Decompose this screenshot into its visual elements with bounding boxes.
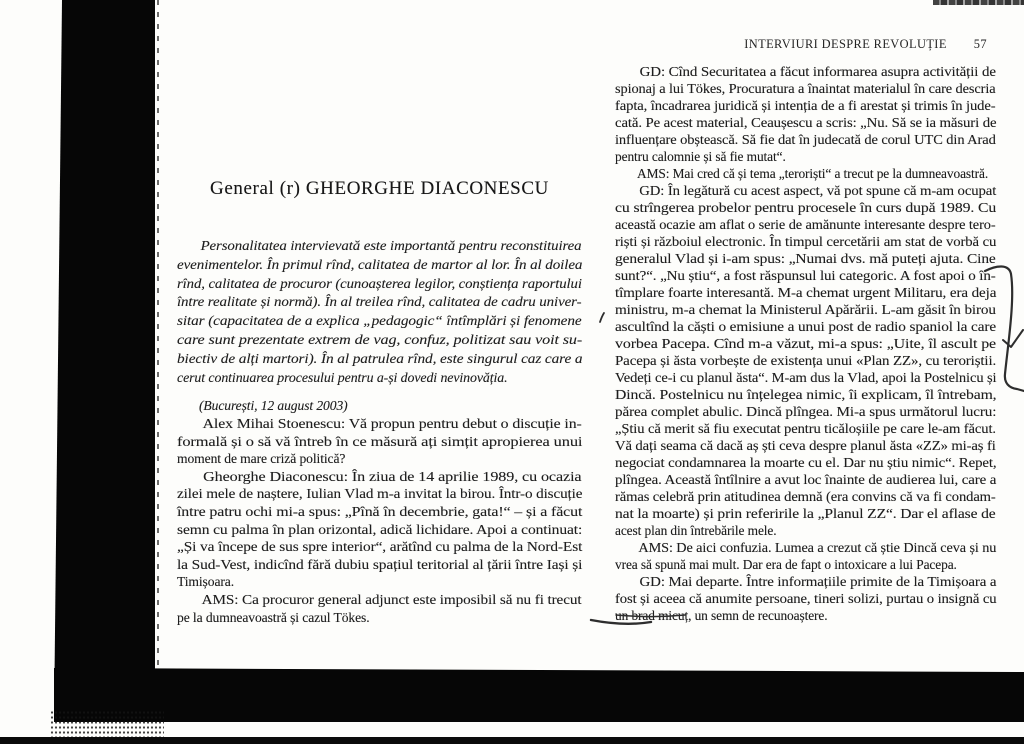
paragraph <box>177 237 582 387</box>
text-line: Vedeți ce-i cu planul ăsta“. M-am dus la Vlad, apoi la Postelnicu și <box>615 370 997 385</box>
text-line: între realitate și normă). În al treilea rînd, calitatea de cadru univer- <box>177 295 582 311</box>
text-line: biectiv de alți martori). În al patrulea rînd, este singurul caz care a <box>177 351 583 367</box>
right-column-text <box>615 63 996 624</box>
text-line: pentru calomnie și să fie mutat“. <box>615 149 786 164</box>
text-line: „Știu că merit să fiu executat pentru ticăloșiile pe care le-am făcut. <box>615 421 996 436</box>
text-line: Vă dați seama că dacă aș ști ceva despre planul ăsta «ZZ» mi-aș fi <box>615 438 996 453</box>
scan-bottom-edge-bar <box>0 737 1024 744</box>
text-line: Dincă. Postelnicu nu înțelegea nimic, îi explicam, îl întrebam, <box>615 387 997 402</box>
text-line: Pacepa și ăsta vorbește de existența unui «Plan ZZ», cu teroriștii. <box>615 353 997 368</box>
text-line: la Sud-Vest, indicînd fără dubiu spațiul teritorial al țării între Iași și <box>177 556 583 572</box>
text-line: spionaj a lui Tökes, Procuratura a înaintat materialul în care descria <box>615 81 996 96</box>
text-line: AMS: Mai cred că și tema „teroriști“ a trecut pe la dumneavoastră. <box>637 166 989 181</box>
scan-black-band-bottom <box>54 668 1024 722</box>
text-line: AMS: Ca procuror general adjunct este imposibil să nu fi trecut <box>201 591 582 607</box>
text-line: între patru ochi mi-a spus: „Pînă în decembrie, gata!“ – și a făcut <box>177 503 583 519</box>
paragraph <box>177 468 582 591</box>
text-line: GD: În legătură cu acest aspect, vă pot spune că m-am ocupat <box>639 183 997 198</box>
text-line: pe la dumneavoastră și cazul Tökes. <box>177 609 370 625</box>
text-line: „Și va începe de sus spre interior“, arătînd cu palma de la Nord-Est <box>177 539 583 555</box>
text-line: rînd, calitatea de procuror (cunoașterea legilor, conștiența raportului <box>177 276 582 292</box>
text-line: un brad micuț, un semn de recunoaștere. <box>615 608 828 623</box>
scan-noise-line <box>157 0 159 666</box>
text-line: ascultînd la căști o emisiune a unui post de radio spaniol la care <box>615 319 997 334</box>
margin-checkmark-annotation <box>1003 330 1023 347</box>
paragraph <box>615 539 996 573</box>
text-line: moment de mare criză politică? <box>177 451 346 467</box>
text-line: Timișoara. <box>177 574 235 590</box>
text-line: evenimentelor. În primul rînd, calitatea de martor al lor. În al doilea <box>177 257 583 273</box>
paragraph <box>177 397 582 415</box>
text-line: cată. Pe acest material, Ceaușescu a scris: „Nu. Să se ia măsuri de <box>615 115 997 130</box>
text-line: negociat condamnarea la moarte cu el. Dar nu știu nimic“. Repet, <box>615 455 997 470</box>
text-line: GD: Cînd Securitatea a făcut informarea asupra activității de <box>639 64 996 79</box>
text-line: cu strîngerea probelor pentru procesele în curs după 1989. Cu <box>615 200 997 215</box>
text-line: sitar (capacitatea de a explica „pedagogic“ întîmplări și fenomene <box>177 314 582 330</box>
paragraph <box>615 182 996 539</box>
text-line: care sunt prezentate extrem de vag, confuz, politizat sau voit su- <box>177 332 583 348</box>
paragraph <box>177 591 582 626</box>
text-line: plîngea. Această întîlnire a avut loc înainte de audierea lui, care a <box>615 472 997 487</box>
paragraph <box>177 415 582 468</box>
text-line: rămas celebră prin atitudinea demnă (era convins că va fi condam- <box>615 489 996 504</box>
left-column <box>177 172 582 626</box>
right-column <box>615 63 996 624</box>
text-line: zilei mele de naștere, Iulian Vlad m-a invitat la birou. Într-o discuție <box>177 486 583 502</box>
paragraph <box>615 573 996 624</box>
paragraph <box>615 63 996 165</box>
text-line: formală și o să vă întreb în ce măsură ați simțit apropierea unui <box>177 433 583 449</box>
text-line: generalul Vlad și i-am spus: „Numai dvs. mă puteți ajuta. Cine <box>615 251 996 266</box>
scan-black-band-left <box>54 0 155 722</box>
text-line: Gheorghe Diaconescu: În ziua de 14 aprilie 1989, cu ocazia <box>203 468 582 484</box>
text-line: Personalitatea intervievată este importantă pentru reconstituirea <box>200 239 582 254</box>
text-line: tîmplare foarte interesantă. M-a chemat urgent Militaru, era deja <box>615 285 997 300</box>
page-number: 57 <box>973 37 987 51</box>
text-line: nat la moarte) și prin referirile la „Planul ZZ“. Dar el aflase de <box>615 506 996 521</box>
caret-mark-annotation <box>600 313 604 322</box>
running-header <box>615 37 987 52</box>
text-line: sunt?“. „Nu știu“, a fost răspunsul lui categoric. A fost apoi o în- <box>615 268 996 283</box>
text-line: vrea să spună mai mult. Dar era de fapt o intoxicare a lui Pacepa. <box>615 557 957 572</box>
text-line: AMS: De aici confuzia. Lumea a crezut că știe Dincă ceva și nu <box>638 540 997 555</box>
text-line: influențare obștească. Să fie dat în judecată de corul UTC din Arad <box>615 132 996 147</box>
text-line: (București, 12 august 2003) <box>199 398 348 414</box>
scan-corner-noise <box>50 710 164 738</box>
text-line: Alex Mihai Stoenescu: Vă propun pentru debut o discuție in- <box>202 415 582 431</box>
text-line: ministru, m-a chemat la Ministerul Apărării. L-am găsit în birou <box>615 302 996 317</box>
text-line: GD: Mai departe. Între informațiile primite de la Timișoara a <box>639 574 997 589</box>
text-line: acest plan din întrebările mele. <box>615 523 777 538</box>
text-line: semn cu palma în plan orizontal, adică lichidare. Apoi a continuat: <box>177 521 583 537</box>
text-line: fost și aceea că anumite persoane, tineri solizi, purtau o insignă cu <box>615 591 997 606</box>
running-header-title: INTERVIURI DESPRE REVOLUȚIE <box>744 37 947 51</box>
left-column-text <box>177 237 582 626</box>
text-line: părea complet abulic. Dincă plîngea. Mi-a spus următorul lucru: <box>615 404 997 419</box>
paragraph <box>615 165 996 182</box>
text-line: vorbea Pacepa. Cînd m-a văzut, mi-a spus: „Uite, îl ascult pe <box>615 336 997 351</box>
text-line: riști și războiul electronic. În timpul cercetării am stat de vorbă cu <box>615 234 997 249</box>
text-line: cerut continuarea procesului pentru a-și dovedi nevinovăția. <box>177 370 508 386</box>
scan-top-edge-strip <box>933 0 1024 5</box>
chapter-title: General (r) GHEORGHE DIACONESCU <box>210 178 549 199</box>
text-line: această ocazie am aflat o serie de amănunte interesante despre tero- <box>615 217 996 232</box>
text-line: fapta, încadrarea juridică și intenția de a fi arestat și trimis în jude- <box>615 98 996 113</box>
